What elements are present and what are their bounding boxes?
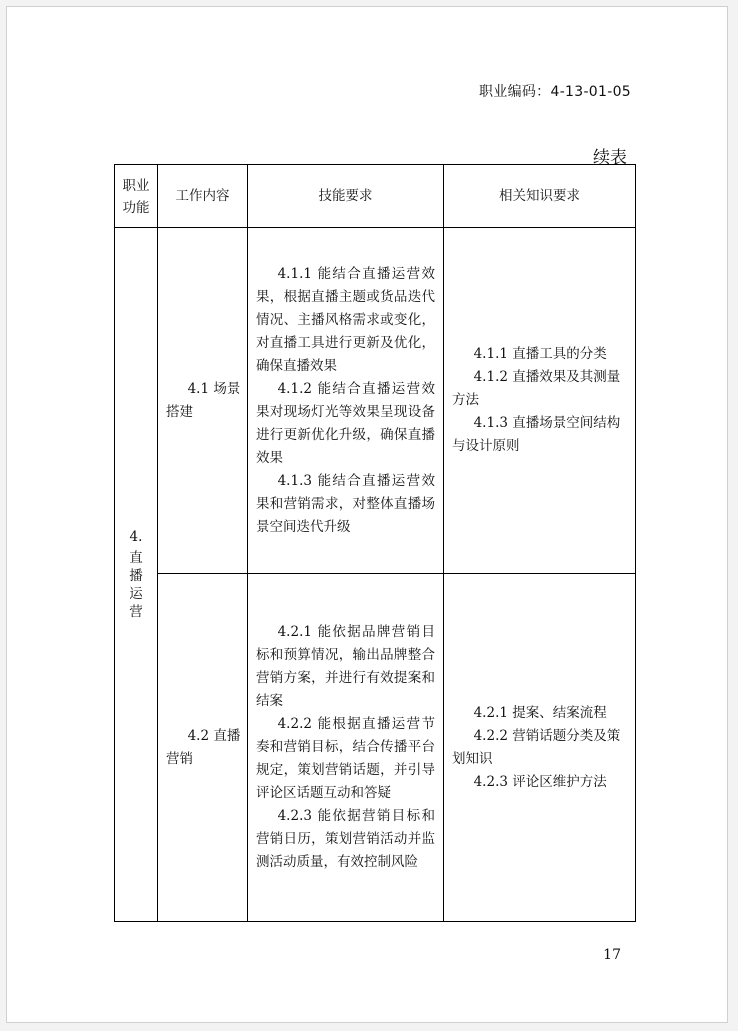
column-header-knowledge: 相关知识要求 [444, 165, 636, 228]
skill-item: 4.2.1 能依据品牌营销目标和预算情况，输出品牌整合营销方案，并进行有效提案和结案 [256, 624, 435, 709]
work-cell [158, 228, 248, 574]
skill-cell [248, 228, 444, 574]
knowledge-item: 4.2.1 提案、结案流程 [473, 704, 607, 721]
skill-item: 4.1.3 能结合直播运营效果和营销需求，对整体直播场景空间迭代升级 [256, 472, 435, 535]
function-name: 直播运营 [129, 549, 143, 620]
column-header-function-text: 职业功能 [122, 178, 150, 216]
knowledge-item: 4.2.3 评论区维护方法 [473, 773, 607, 790]
knowledge-item: 4.1.2 直播效果及其测量方法 [452, 369, 621, 408]
knowledge-cell [444, 228, 636, 574]
knowledge-item: 4.2.2 营销话题分类及策划知识 [452, 727, 621, 767]
knowledge-item: 4.1.3 直播场景空间结构与设计原则 [452, 415, 621, 454]
table-header-row [115, 165, 636, 228]
column-header-function [115, 165, 158, 228]
column-header-skill: 技能要求 [248, 165, 444, 228]
document-page [6, 6, 728, 1023]
skill-item: 4.2.2 能根据直播运营节奏和营销目标，结合传播平台规定，策划营销话题，并引导评论区话题互动和答疑 [256, 716, 435, 801]
skills-table [114, 164, 636, 922]
table-row [115, 228, 636, 574]
skill-item: 4.1.2 能结合直播运营效果对现场灯光等效果呈现设备进行更新优化升级，确保直播效果 [256, 380, 435, 466]
skill-item: 4.1.1 能结合直播运营效果，根据直播主题或货品迭代情况、主播风格需求或变化，对直播工具进行更新及优化，确保直播效果 [256, 265, 435, 374]
skill-cell [248, 574, 444, 922]
knowledge-cell [444, 574, 636, 922]
occupation-code: 职业编码：4-13-01-05 [478, 84, 631, 100]
work-content: 4.2 直播营销 [166, 727, 241, 767]
continued-label: 续表 [593, 148, 627, 168]
knowledge-item: 4.1.1 直播工具的分类 [473, 346, 607, 362]
function-cell [115, 228, 158, 922]
function-number: 4. [129, 528, 143, 545]
page-number: 17 [603, 947, 621, 963]
work-content: 4.1 场景搭建 [166, 380, 241, 420]
skill-item: 4.2.3 能依据营销目标和营销日历，策划营销活动并监测活动质量，有效控制风险 [256, 808, 435, 870]
table-row [115, 574, 636, 922]
column-header-work: 工作内容 [158, 165, 248, 228]
work-cell [158, 574, 248, 922]
